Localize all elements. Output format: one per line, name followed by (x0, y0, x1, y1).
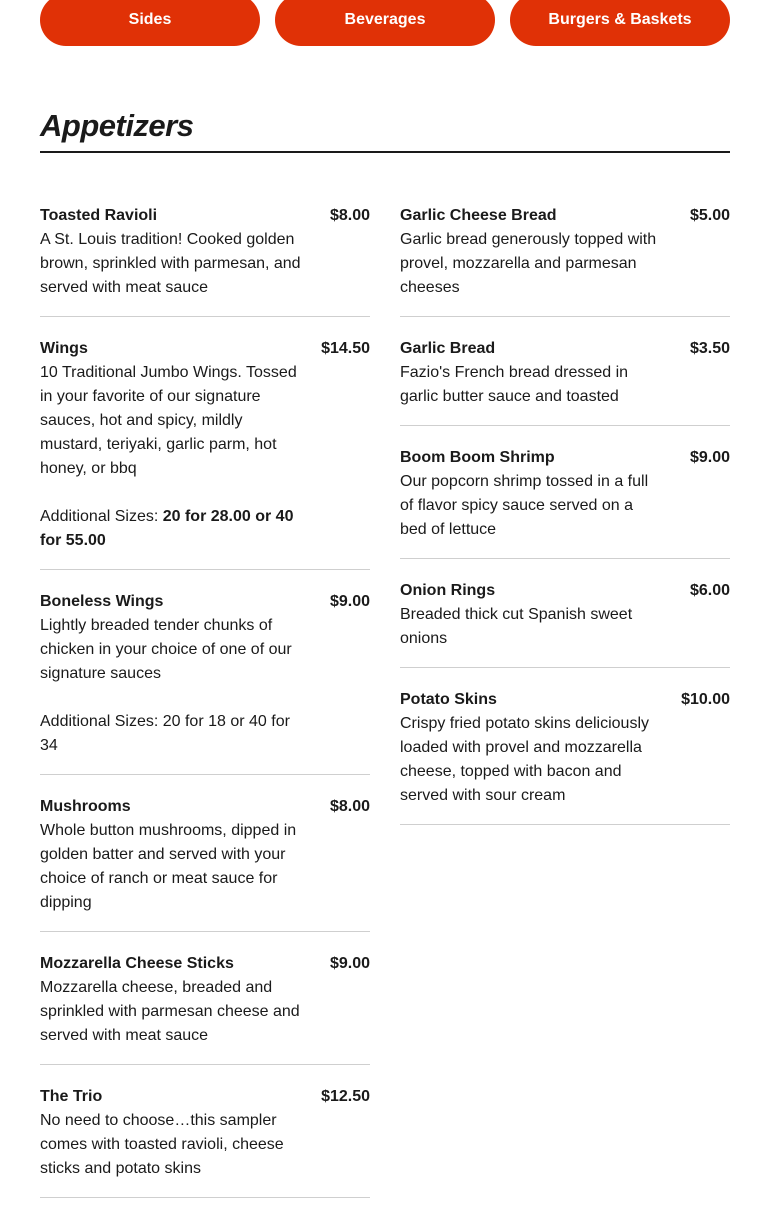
menu-item-description: Mozzarella cheese, breaded and sprinkled with parmesan cheese and served with meat sauce (40, 979, 300, 1044)
menu-item-name: Toasted Ravioli (40, 207, 158, 224)
category-nav (40, 0, 730, 46)
menu-item-name: Potato Skins (400, 691, 497, 708)
menu-item-price: $8.00 (329, 798, 370, 815)
menu-item-description: 10 Traditional Jumbo Wings. Tossed in your favorite of our signature sauces, hot and spicy, mildly mustard, teriyaki, garlic parm, hot honey, or bbq (40, 364, 297, 477)
menu-item[interactable] (40, 335, 370, 570)
menu-item-price: $3.50 (689, 340, 730, 357)
menu-item-price: $8.00 (329, 207, 370, 224)
menu-item-info (400, 688, 662, 808)
menu-item[interactable] (400, 202, 730, 317)
menu-item[interactable] (400, 686, 730, 825)
category-button-sides[interactable]: Sides (40, 0, 260, 46)
menu-item-description: Whole button mushrooms, dipped in golden batter and served with your choice of ranch or meat sauce for dipping (40, 822, 297, 911)
menu-item-description: Fazio's French bread dressed in garlic butter sauce and toasted (400, 364, 629, 405)
menu-item-name: Onion Rings (400, 582, 496, 599)
menu-item[interactable] (40, 588, 370, 775)
category-button-beverages[interactable]: Beverages (275, 0, 495, 46)
menu-item-name: Boneless Wings (40, 593, 164, 610)
menu-column-left (40, 202, 370, 1216)
section-divider (40, 151, 730, 153)
menu-item-description: Crispy fried potato skins deliciously loaded with provel and mozzarella cheese, topped with bacon and served with sour cream (400, 715, 649, 804)
menu-item-name: Garlic Cheese Bread (400, 207, 557, 224)
menu-item[interactable] (400, 444, 730, 559)
menu-item-info (400, 579, 662, 651)
menu-item-description: Lightly breaded tender chunks of chicken in your choice of one of our signature sauces (40, 617, 292, 682)
menu-item-name: Mozzarella Cheese Sticks (40, 955, 234, 972)
menu-item-info (400, 337, 662, 409)
menu-item-price: $9.00 (329, 593, 370, 610)
menu-item-price: $14.50 (321, 340, 370, 357)
menu-item-price: $5.00 (689, 207, 730, 224)
menu-item[interactable] (40, 1083, 370, 1198)
category-button-burgers-baskets[interactable]: Burgers & Baskets (510, 0, 730, 46)
menu-item-name: Mushrooms (40, 798, 131, 815)
menu-item-additional-sizes (40, 505, 302, 553)
menu-item-info (400, 204, 662, 300)
menu-item[interactable] (40, 950, 370, 1065)
additional-sizes-value: 20 for 28.00 or 40 for 55.00 (40, 508, 294, 549)
menu-item-info (40, 590, 302, 758)
menu-item-price: $9.00 (689, 449, 730, 466)
menu-item-price: $12.50 (321, 1088, 370, 1105)
menu-item-additional-sizes: Additional Sizes: 20 for 18 or 40 for 34 (40, 713, 290, 754)
menu-column-right (400, 202, 730, 843)
menu-item-price: $10.00 (681, 691, 730, 708)
menu-item[interactable] (40, 793, 370, 932)
menu-item[interactable] (40, 202, 370, 317)
menu-item-info (40, 952, 302, 1048)
menu-item-description: Our popcorn shrimp tossed in a full of flavor spicy sauce served on a bed of lettuce (400, 473, 649, 538)
menu-item-info (40, 1085, 302, 1181)
menu-item-name: Wings (40, 340, 88, 357)
menu-item-price: $6.00 (689, 582, 730, 599)
menu-item-info (40, 795, 302, 915)
menu-item-description: No need to choose…this sampler comes with toasted ravioli, cheese sticks and potato skins (40, 1112, 284, 1177)
menu-item-info (400, 446, 662, 542)
menu-item[interactable] (400, 335, 730, 426)
menu-item-description: Breaded thick cut Spanish sweet onions (400, 606, 633, 647)
menu-item-name: Boom Boom Shrimp (400, 449, 555, 466)
section-title: Appetizers (40, 108, 194, 143)
menu-item[interactable] (400, 577, 730, 668)
menu-item-info (40, 337, 302, 553)
menu-item-name: Garlic Bread (400, 340, 496, 357)
menu-item-price: $9.00 (329, 955, 370, 972)
menu-item-info (40, 204, 302, 300)
additional-sizes-label: Additional Sizes: (40, 508, 163, 525)
menu-item-description: A St. Louis tradition! Cooked golden brown, sprinkled with parmesan, and served with meat sauce (40, 231, 301, 296)
menu-item-description: Garlic bread generously topped with provel, mozzarella and parmesan cheeses (400, 231, 657, 296)
menu-item-name: The Trio (40, 1088, 103, 1105)
